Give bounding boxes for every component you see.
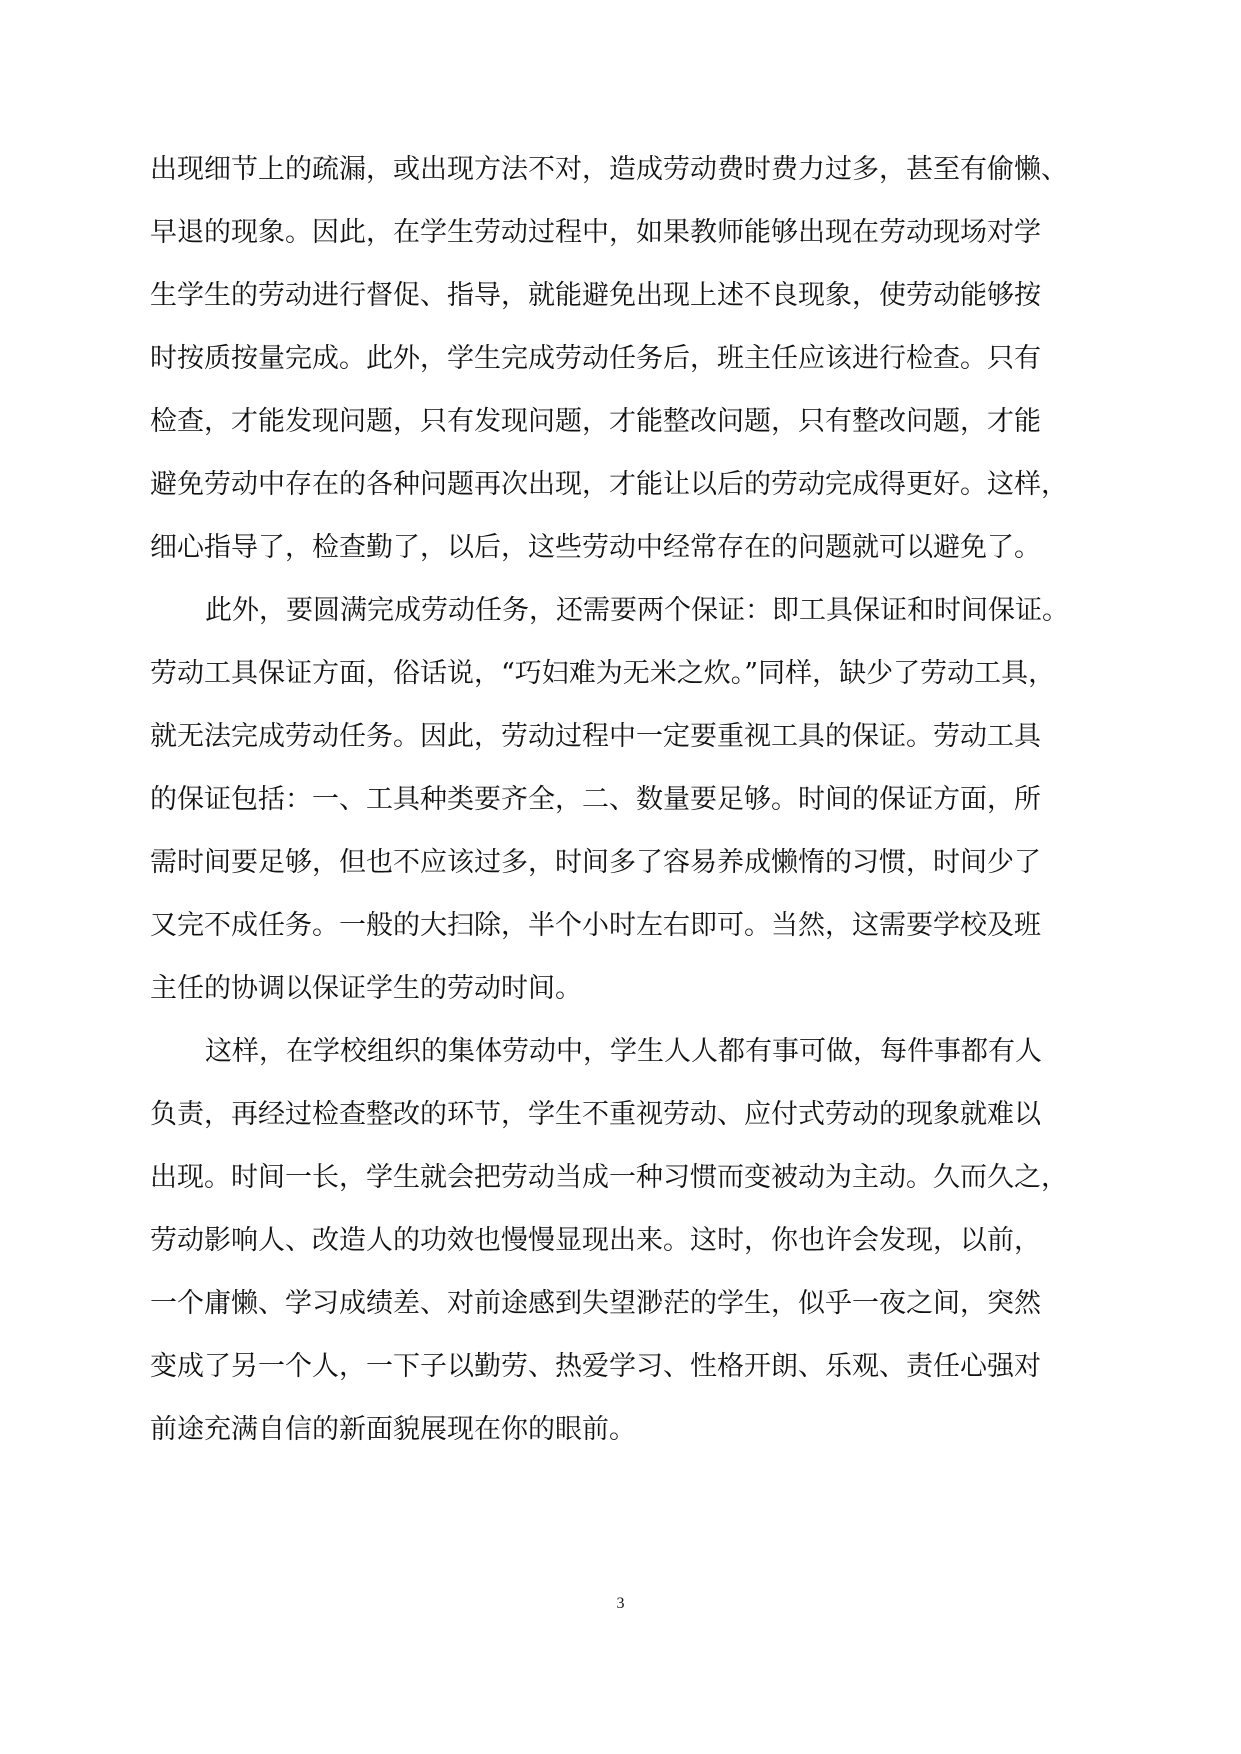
text-line: 生学生的劳动进行督促、指导，就能避免出现上述不良现象，使劳动能够按	[150, 280, 1041, 311]
text-line: 需时间要足够，但也不应该过多，时间多了容易养成懒惰的习惯，时间少了	[150, 847, 1041, 878]
paragraph-first-line: 这样，在学校组织的集体劳动中，学生人人都有事可做，每件事都有人	[205, 1036, 1042, 1067]
text-line: 早退的现象。因此，在学生劳动过程中，如果教师能够出现在劳动现场对学	[150, 217, 1041, 248]
text-line: 主任的协调以保证学生的劳动时间。	[150, 973, 582, 1004]
text-line: 时按质按量完成。此外，学生完成劳动任务后，班主任应该进行检查。只有	[150, 343, 1041, 374]
text-line: 细心指导了，检查勤了，以后，这些劳动中经常存在的问题就可以避免了。	[150, 532, 1041, 563]
text-line: 劳动工具保证方面，俗话说，“巧妇难为无米之炊。”同样，缺少了劳动工具，	[150, 658, 1056, 689]
text-line: 出现。时间一长，学生就会把劳动当成一种习惯而变被动为主动。久而久之，	[150, 1162, 1068, 1193]
text-line: 负责，再经过检查整改的环节，学生不重视劳动、应付式劳动的现象就难以	[150, 1099, 1041, 1130]
text-line: 劳动影响人、改造人的功效也慢慢显现出来。这时，你也许会发现，以前，	[150, 1225, 1041, 1256]
text-line: 出现细节上的疏漏，或出现方法不对，造成劳动费时费力过多，甚至有偷懒、	[150, 154, 1068, 185]
paragraph-first-line: 此外，要圆满完成劳动任务，还需要两个保证：即工具保证和时间保证。	[205, 595, 1069, 626]
text-line: 的保证包括：一、工具种类要齐全，二、数量要足够。时间的保证方面，所	[150, 784, 1041, 815]
text-line: 检查，才能发现问题，只有发现问题，才能整改问题，只有整改问题，才能	[150, 406, 1041, 437]
text-line: 一个庸懒、学习成绩差、对前途感到失望渺茫的学生，似乎一夜之间，突然	[150, 1288, 1041, 1319]
text-line: 避免劳动中存在的各种问题再次出现，才能让以后的劳动完成得更好。这样，	[150, 469, 1068, 500]
text-line: 又完不成任务。一般的大扫除，半个小时左右即可。当然，这需要学校及班	[150, 910, 1041, 941]
text-line: 前途充满自信的新面貌展现在你的眼前。	[150, 1414, 636, 1445]
text-line: 变成了另一个人，一下子以勤劳、热爱学习、性格开朗、乐观、责任心强对	[150, 1351, 1041, 1382]
page-number: 3	[616, 1595, 625, 1612]
text-line: 就无法完成劳动任务。因此，劳动过程中一定要重视工具的保证。劳动工具	[150, 721, 1041, 752]
